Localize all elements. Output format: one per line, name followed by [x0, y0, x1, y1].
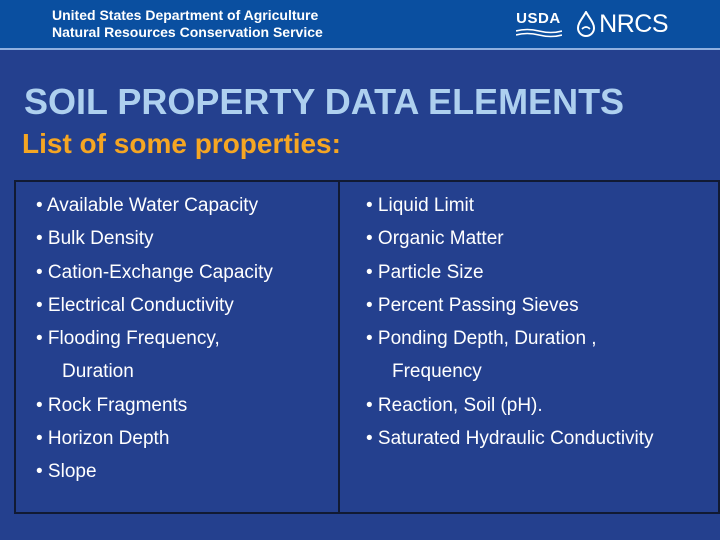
- property-label: • Saturated Hydraulic Conductivity: [366, 428, 654, 450]
- property-item: [366, 222, 718, 255]
- property-label: • Horizon Depth: [36, 428, 170, 450]
- property-label: • Ponding Depth, Duration ,: [366, 328, 597, 350]
- property-label: • Slope: [36, 461, 97, 483]
- page-title: SOIL PROPERTY DATA ELEMENTS: [24, 81, 625, 122]
- property-label-continuation: Frequency: [392, 361, 482, 383]
- property-item: [366, 256, 718, 289]
- property-item: [366, 322, 718, 389]
- nrcs-logo-text: NRCS: [599, 10, 668, 38]
- nrcs-logo: [576, 10, 668, 38]
- water-drop-icon: [576, 11, 596, 37]
- agency-name-line-2: Natural Resources Conservation Service: [52, 24, 323, 40]
- property-item: [366, 389, 718, 422]
- property-item: [366, 422, 718, 455]
- property-item: [36, 389, 338, 422]
- page-subtitle: List of some properties:: [22, 128, 341, 159]
- property-item: [366, 289, 718, 322]
- property-label: • Cation-Exchange Capacity: [36, 261, 273, 283]
- properties-column-right: [340, 182, 718, 512]
- property-item: [36, 256, 338, 289]
- property-label: • Liquid Limit: [366, 195, 475, 216]
- properties-table: [14, 180, 720, 514]
- property-label-continuation: Duration: [62, 361, 134, 383]
- property-label: • Available Water Capacity: [36, 195, 259, 216]
- property-label: • Percent Passing Sieves: [366, 294, 579, 316]
- agency-name: [52, 7, 323, 41]
- property-label: • Rock Fragments: [36, 394, 188, 416]
- property-item: [36, 222, 338, 255]
- property-label: • Particle Size: [366, 261, 484, 283]
- property-item: [36, 289, 338, 322]
- property-item: [366, 189, 718, 222]
- property-item: [36, 322, 338, 389]
- properties-list-left: [36, 189, 338, 489]
- property-item: [36, 422, 338, 455]
- property-label: • Reaction, Soil (pH).: [366, 394, 543, 416]
- properties-column-left: [16, 182, 340, 512]
- property-item: [36, 189, 338, 222]
- property-label: • Flooding Frequency,: [36, 328, 220, 350]
- agency-header: [0, 0, 720, 50]
- property-item: [36, 455, 338, 488]
- property-label: • Electrical Conductivity: [36, 294, 234, 316]
- usda-logo-text: USDA: [516, 9, 561, 27]
- agency-name-line-1: United States Department of Agriculture: [52, 7, 319, 23]
- property-label: • Bulk Density: [36, 228, 154, 250]
- logos: [516, 8, 668, 40]
- properties-list-right: [366, 189, 718, 455]
- property-label: • Organic Matter: [366, 228, 504, 250]
- usda-logo: [516, 11, 562, 38]
- usda-waves-icon: [516, 28, 562, 38]
